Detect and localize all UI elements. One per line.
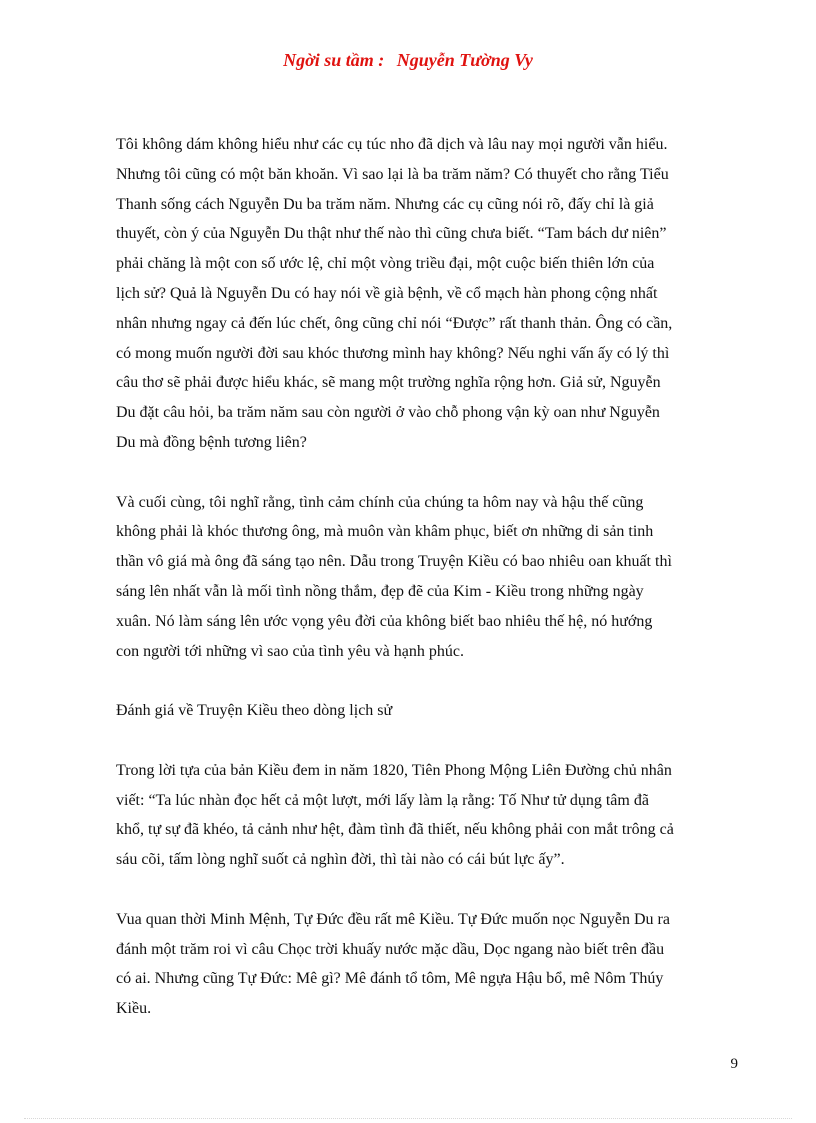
page-bottom-divider xyxy=(24,1118,792,1119)
text-line: Đánh giá về Truyện Kiều theo dòng lịch sử xyxy=(116,702,393,720)
header-label: Ngời su tầm : xyxy=(283,50,385,70)
text-line: Du mà đồng bệnh tương liên? xyxy=(116,433,307,451)
text-line: thuyết, còn ý của Nguyễn Du thật như thế nào thì cũng chưa biết. “Tam bách dư niên” xyxy=(116,225,667,243)
document-body xyxy=(116,130,744,1054)
text-line: Kiều. xyxy=(116,1000,152,1018)
paragraph xyxy=(116,130,744,458)
text-line: có ai. Nhưng cũng Tự Đức: Mê gì? Mê đánh tổ tôm, Mê ngựa Hậu bổ, mê Nôm Thúy xyxy=(116,970,664,988)
page-header xyxy=(0,50,816,71)
text-line: Và cuối cùng, tôi nghĩ rằng, tình cảm chính của chúng ta hôm nay và hậu thế cũng xyxy=(116,493,644,511)
text-line: khổ, tự sự đã khéo, tả cảnh như hệt, đàm tình đã thiết, nếu không phải con mắt trông cả xyxy=(116,821,674,839)
paragraph xyxy=(116,756,744,875)
text-line: Tôi không dám không hiểu như các cụ túc nho đã dịch và lâu nay mọi người vẫn hiểu. xyxy=(116,136,668,153)
text-line: không phải là khóc thương ông, mà muôn vàn khâm phục, biết ơn những di sản tinh xyxy=(116,523,654,541)
text-line: lịch sử? Quả là Nguyễn Du có hay nói về già bệnh, về cổ mạch hàn phong cộng nhất xyxy=(116,284,658,302)
text-line: viết: “Ta lúc nhàn đọc hết cả một lượt, mới lấy làm lạ rằng: Tố Như tử dụng tâm đã xyxy=(116,791,649,809)
text-line: thần vô giá mà ông đã sáng tạo nên. Dẫu trong Truyện Kiều có bao nhiêu oan khuất thì xyxy=(116,553,672,571)
page-number: 9 xyxy=(730,1056,738,1072)
text-line: Nhưng tôi cũng có một băn khoăn. Vì sao lại là ba trăm năm? Có thuyết cho rằng Tiểu xyxy=(116,165,669,183)
text-line: nhân nhưng ngay cả đến lúc chết, ông cũng chỉ nói “Được” rất thanh thản. Ông có cần, xyxy=(116,314,673,332)
text-line: con người tới những vì sao của tình yêu và hạnh phúc. xyxy=(116,642,464,660)
text-line: đánh một trăm roi vì câu Chọc trời khuấy nước mặc dầu, Dọc ngang nào biết trên đầu xyxy=(116,940,665,958)
text-line: câu thơ sẽ phải được hiểu khác, sẽ mang một trường nghĩa rộng hơn. Giả sử, Nguyễn xyxy=(116,374,661,392)
paragraph xyxy=(116,905,744,1024)
header-author: Nguyễn Tường Vy xyxy=(396,50,533,70)
text-line: Trong lời tựa của bản Kiều đem in năm 1820, Tiên Phong Mộng Liên Đường chủ nhân xyxy=(116,761,672,779)
text-line: Thanh sống cách Nguyễn Du ba trăm năm. Nhưng các cụ cũng nói rõ, đấy chỉ là giả xyxy=(116,195,654,213)
text-line: sáng lên nhất vẫn là mối tình nồng thắm, đẹp đẽ của Kim - Kiều trong những ngày xyxy=(116,582,644,600)
text-line: phải chăng là một con số ước lệ, chỉ một vòng triều đại, một cuộc biến thiên lớn của xyxy=(116,255,655,273)
section-heading xyxy=(116,696,744,726)
text-line: Du đặt câu hỏi, ba trăm năm sau còn người ở vào chỗ phong vận kỳ oan như Nguyễn xyxy=(116,404,660,422)
text-line: sáu cõi, tấm lòng nghĩ suốt cả nghìn đời, thì tài nào có cái bút lực ấy”. xyxy=(116,851,565,869)
text-line: Vua quan thời Minh Mệnh, Tự Đức đều rất mê Kiều. Tự Đức muốn nọc Nguyễn Du ra xyxy=(116,910,670,928)
text-line: xuân. Nó làm sáng lên ước vọng yêu đời của không biết bao nhiêu thế hệ, nó hướng xyxy=(116,612,653,630)
paragraph xyxy=(116,488,744,667)
text-line: có mong muốn người đời sau khóc thương mình hay không? Nếu nghi vấn ấy có lý thì xyxy=(116,344,670,362)
